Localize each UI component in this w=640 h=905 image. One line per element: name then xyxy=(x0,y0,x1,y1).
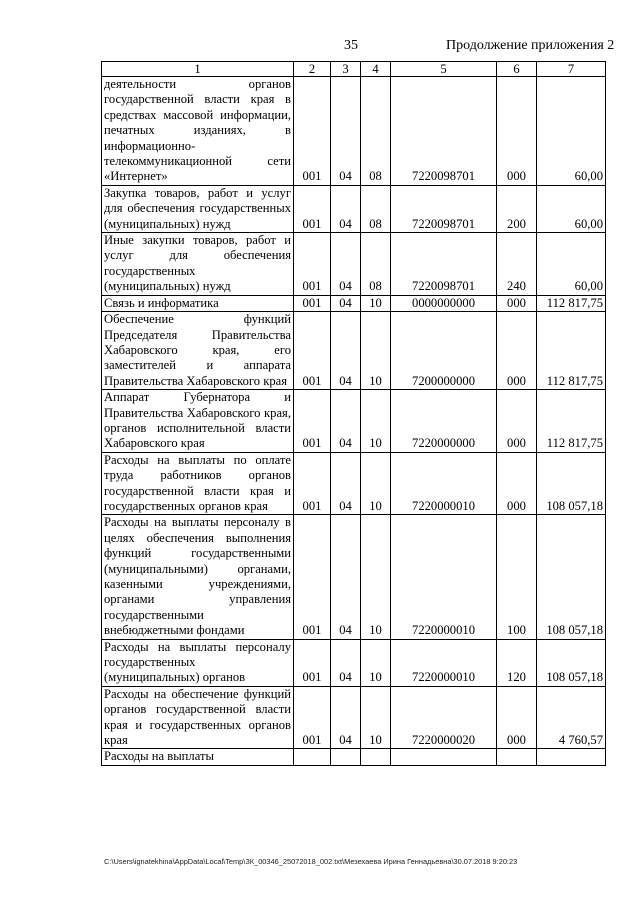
page-number: 35 xyxy=(344,38,358,53)
code-section: 04 xyxy=(331,452,361,515)
amount: 60,00 xyxy=(537,233,606,296)
amount: 108 057,18 xyxy=(537,452,606,515)
code-ministry xyxy=(294,749,331,765)
code-subsection: 10 xyxy=(361,686,391,749)
column-header: 5 xyxy=(391,62,497,77)
amount: 60,00 xyxy=(537,77,606,186)
item-name: деятельности органов государственной власти края в средствах массовой информации, печатных изданиях, в информационно-телекоммуникационной сети «Интернет» xyxy=(102,77,294,186)
continuation-caption: Продолжение приложения 2 xyxy=(446,38,615,53)
item-name: Аппарат Губернатора и Правительства Хабаровского края, органов исполнительной власти Хабаровского края xyxy=(102,390,294,453)
code-target-article: 7200000000 xyxy=(391,312,497,390)
amount: 108 057,18 xyxy=(537,515,606,639)
amount xyxy=(537,749,606,765)
code-ministry: 001 xyxy=(294,515,331,639)
code-target-article: 0000000000 xyxy=(391,295,497,311)
code-target-article xyxy=(391,749,497,765)
amount: 4 760,57 xyxy=(537,686,606,749)
code-expense-type: 200 xyxy=(497,185,537,232)
amount: 112 817,75 xyxy=(537,295,606,311)
item-name: Расходы на выплаты персоналу в целях обеспечения выполнения функций государственными (муниципальными) органами, казенными учреждениями, органами управления государственными внебюджетными фондами xyxy=(102,515,294,639)
table-row xyxy=(102,77,606,186)
amount: 108 057,18 xyxy=(537,639,606,686)
code-expense-type: 100 xyxy=(497,515,537,639)
code-ministry: 001 xyxy=(294,686,331,749)
code-section: 04 xyxy=(331,639,361,686)
code-ministry: 001 xyxy=(294,295,331,311)
code-section: 04 xyxy=(331,295,361,311)
table-row xyxy=(102,749,606,765)
code-ministry: 001 xyxy=(294,77,331,186)
amount: 112 817,75 xyxy=(537,390,606,453)
item-name: Связь и информатика xyxy=(102,295,294,311)
table-row xyxy=(102,295,606,311)
code-ministry: 001 xyxy=(294,639,331,686)
column-header: 7 xyxy=(537,62,606,77)
code-subsection: 10 xyxy=(361,312,391,390)
column-header: 4 xyxy=(361,62,391,77)
code-target-article: 7220000010 xyxy=(391,452,497,515)
code-ministry: 001 xyxy=(294,233,331,296)
code-subsection: 10 xyxy=(361,515,391,639)
item-name: Расходы на выплаты персоналу государственных (муниципальных) органов xyxy=(102,639,294,686)
code-section: 04 xyxy=(331,312,361,390)
column-header: 3 xyxy=(331,62,361,77)
code-subsection: 10 xyxy=(361,295,391,311)
code-target-article: 7220098701 xyxy=(391,233,497,296)
code-ministry: 001 xyxy=(294,452,331,515)
code-expense-type: 120 xyxy=(497,639,537,686)
code-section xyxy=(331,749,361,765)
code-subsection: 08 xyxy=(361,77,391,186)
code-ministry: 001 xyxy=(294,312,331,390)
amount: 60,00 xyxy=(537,185,606,232)
code-expense-type: 000 xyxy=(497,390,537,453)
code-subsection: 08 xyxy=(361,233,391,296)
table-row xyxy=(102,233,606,296)
code-section: 04 xyxy=(331,686,361,749)
item-name: Иные закупки товаров, работ и услуг для обеспечения государственных (муниципальных) нужд xyxy=(102,233,294,296)
code-subsection: 10 xyxy=(361,390,391,453)
item-name: Расходы на выплаты xyxy=(102,749,294,765)
item-name: Расходы на обеспечение функций органов государственной власти края и государственных органов края xyxy=(102,686,294,749)
table-row xyxy=(102,390,606,453)
code-target-article: 7220098701 xyxy=(391,185,497,232)
code-expense-type: 240 xyxy=(497,233,537,296)
code-subsection: 10 xyxy=(361,452,391,515)
code-subsection: 08 xyxy=(361,185,391,232)
item-name: Закупка товаров, работ и услуг для обеспечения государственных (муниципальных) нужд xyxy=(102,185,294,232)
table-row xyxy=(102,515,606,639)
item-name: Обеспечение функций Председателя Правительства Хабаровского края, его заместителей и аппарата Правительства Хабаровского края xyxy=(102,312,294,390)
code-target-article: 7220000010 xyxy=(391,639,497,686)
column-header: 6 xyxy=(497,62,537,77)
code-expense-type: 000 xyxy=(497,77,537,186)
code-expense-type: 000 xyxy=(497,686,537,749)
code-subsection: 10 xyxy=(361,639,391,686)
table-row xyxy=(102,686,606,749)
code-section: 04 xyxy=(331,185,361,232)
code-subsection xyxy=(361,749,391,765)
code-expense-type: 000 xyxy=(497,295,537,311)
code-target-article: 7220000000 xyxy=(391,390,497,453)
budget-table xyxy=(101,61,606,766)
footer-file-path: C:\Users\ignatekhina\AppData\Local\Temp\ЗК_00346_25072018_002.txt\Мезехаева Ирина Геннадьевна\30.07.2018 9:20:23 xyxy=(104,857,518,866)
code-target-article: 7220000010 xyxy=(391,515,497,639)
table-row xyxy=(102,452,606,515)
table-header-row xyxy=(102,62,606,77)
code-expense-type xyxy=(497,749,537,765)
code-section: 04 xyxy=(331,515,361,639)
code-target-article: 7220000020 xyxy=(391,686,497,749)
code-ministry: 001 xyxy=(294,185,331,232)
table-row xyxy=(102,639,606,686)
column-header: 1 xyxy=(102,62,294,77)
code-target-article: 7220098701 xyxy=(391,77,497,186)
code-expense-type: 000 xyxy=(497,452,537,515)
table-row xyxy=(102,185,606,232)
amount: 112 817,75 xyxy=(537,312,606,390)
code-ministry: 001 xyxy=(294,390,331,453)
code-expense-type: 000 xyxy=(497,312,537,390)
code-section: 04 xyxy=(331,390,361,453)
table-row xyxy=(102,312,606,390)
code-section: 04 xyxy=(331,77,361,186)
column-header: 2 xyxy=(294,62,331,77)
code-section: 04 xyxy=(331,233,361,296)
item-name: Расходы на выплаты по оплате труда работников органов государственной власти края и государственных органов края xyxy=(102,452,294,515)
